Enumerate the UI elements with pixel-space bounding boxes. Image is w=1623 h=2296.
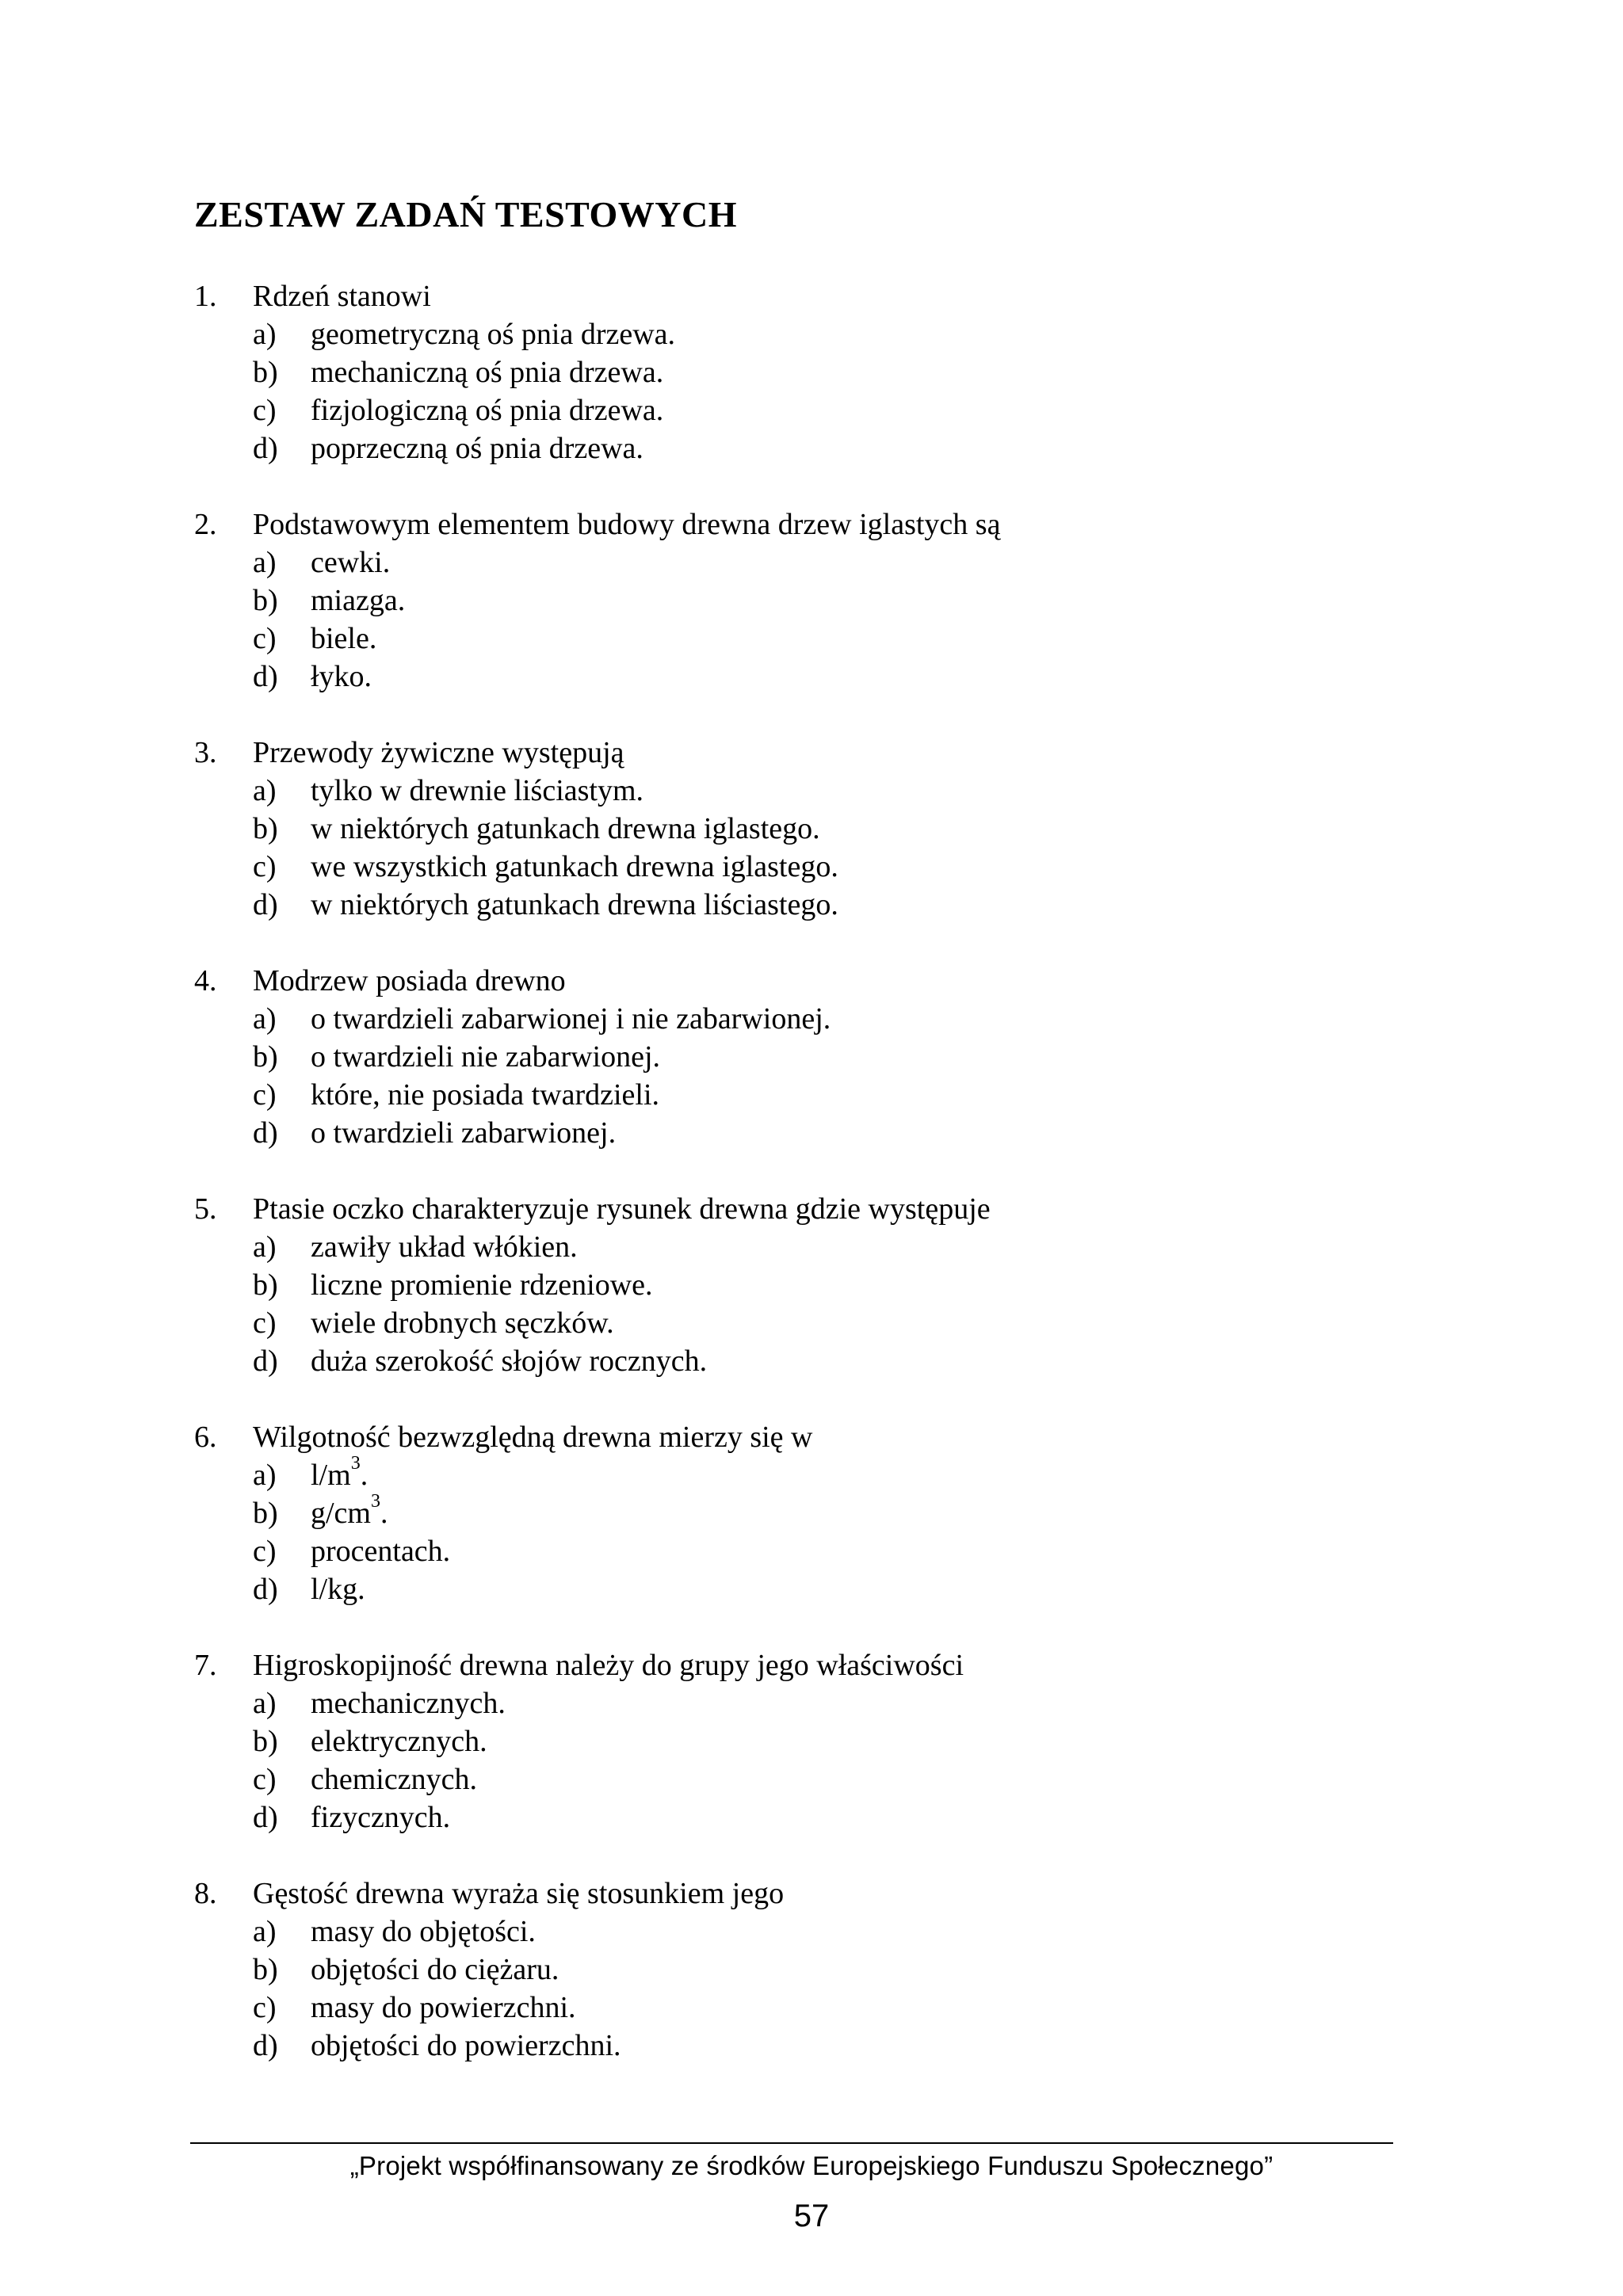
answer-letter: d): [253, 2029, 278, 2062]
answer-option: [194, 1491, 1462, 1532]
answer-text: miazga.: [311, 584, 406, 617]
answer-option: [194, 1228, 1462, 1266]
question-number: 1.: [194, 280, 217, 313]
answer-letter: a): [253, 1002, 277, 1035]
question-text: Wilgotność bezwzględną drewna mierzy się w: [253, 1421, 813, 1454]
answer-text: g/cm: [311, 1497, 371, 1530]
question-line: [194, 962, 1462, 1000]
answer-option: [194, 1913, 1462, 1951]
answer-text: objętości do powierzchni.: [311, 2029, 621, 2062]
question: [194, 1190, 1462, 1380]
answer-option: [194, 353, 1462, 391]
answer-text: w niektórych gatunkach drewna liściastego.: [311, 888, 838, 921]
question-number: 2.: [194, 508, 217, 541]
answer-text: chemicznych.: [311, 1763, 477, 1796]
answer-text: poprzeczną oś pnia drzewa.: [311, 432, 643, 465]
question: [194, 1646, 1462, 1836]
answer-text-with-exponent: [311, 1491, 388, 1532]
answer-letter: b): [253, 584, 278, 617]
question-text: Modrzew posiada drewno: [253, 964, 566, 997]
question-number: 3.: [194, 736, 217, 769]
question-text: Higroskopijność drewna należy do grupy jego właściwości: [253, 1649, 964, 1682]
answer-option: [194, 391, 1462, 429]
question-text: Przewody żywiczne występują: [253, 736, 624, 769]
answer-letter: b): [253, 356, 278, 389]
answer-letter: c): [253, 1763, 277, 1796]
answer-text: objętości do ciężaru.: [311, 1953, 559, 1986]
answer-letter: a): [253, 1687, 277, 1720]
answer-option: [194, 2027, 1462, 2065]
question-line: [194, 1190, 1462, 1228]
answer-text-with-exponent: [311, 1453, 369, 1494]
answer-option: [194, 1951, 1462, 1989]
footer-divider: [190, 2142, 1393, 2144]
answer-letter: b): [253, 812, 278, 845]
answer-letter: a): [253, 318, 277, 351]
answer-letter: d): [253, 1801, 278, 1834]
answer-text: zawiły układ włókien.: [311, 1230, 578, 1264]
answer-text: elektrycznych.: [311, 1725, 487, 1758]
question: [194, 1875, 1462, 2065]
answer-letter: c): [253, 1306, 277, 1340]
question-number: 4.: [194, 964, 217, 997]
answer-text: l/kg.: [311, 1573, 365, 1606]
answer-option: [194, 886, 1462, 924]
answer-text: mechaniczną oś pnia drzewa.: [311, 356, 664, 389]
answer-letter: d): [253, 660, 278, 693]
question-line: [194, 505, 1462, 543]
answer-text: o twardzieli zabarwionej.: [311, 1116, 617, 1150]
question-line: [194, 1875, 1462, 1913]
answer-option: [194, 620, 1462, 658]
answer-text: masy do objętości.: [311, 1915, 536, 1948]
answer-letter: b): [253, 1268, 278, 1302]
exponent: 3: [350, 1453, 361, 1474]
answer-text: wiele drobnych sęczków.: [311, 1306, 614, 1340]
answer-option: [194, 315, 1462, 353]
question: [194, 734, 1462, 924]
answer-letter: c): [253, 1535, 277, 1568]
answer-text: geometryczną oś pnia drzewa.: [311, 318, 676, 351]
answer-option: [194, 1684, 1462, 1722]
answer-option: [194, 1453, 1462, 1494]
answer-letter: c): [253, 1078, 277, 1112]
answer-option: [194, 1000, 1462, 1038]
answer-text: mechanicznych.: [311, 1687, 506, 1720]
question-text: Ptasie oczko charakteryzuje rysunek drewna gdzie występuje: [253, 1192, 991, 1226]
answer-option: [194, 582, 1462, 620]
answer-text: duża szerokość słojów rocznych.: [311, 1344, 708, 1378]
answer-text: w niektórych gatunkach drewna iglastego.: [311, 812, 820, 845]
answer-letter: a): [253, 1915, 277, 1948]
answer-text: które, nie posiada twardzieli.: [311, 1078, 660, 1112]
answer-option: [194, 1038, 1462, 1076]
answer-letter: b): [253, 1497, 278, 1530]
answer-option: [194, 543, 1462, 582]
question-number: 7.: [194, 1649, 217, 1682]
answer-option: [194, 1989, 1462, 2027]
question-number: 6.: [194, 1421, 217, 1454]
question: [194, 1418, 1462, 1608]
answer-letter: c): [253, 850, 277, 883]
answer-text-suffix: .: [360, 1459, 369, 1492]
question: [194, 505, 1462, 696]
answer-option: [194, 772, 1462, 810]
page-number: 57: [793, 2199, 830, 2233]
answer-text: o twardzieli nie zabarwionej.: [311, 1040, 661, 1074]
answer-letter: d): [253, 1344, 278, 1378]
answer-text: fizycznych.: [311, 1801, 451, 1834]
answer-text: cewki.: [311, 546, 391, 579]
answer-text: l/m: [311, 1459, 351, 1492]
question-line: [194, 277, 1462, 315]
answer-option: [194, 1722, 1462, 1760]
answer-letter: c): [253, 622, 277, 655]
answer-option: [194, 1114, 1462, 1152]
footer-funding-note: „Projekt współfinansowany ze środków Europejskiego Funduszu Społecznego”: [349, 2151, 1274, 2180]
answer-text: tylko w drewnie liściastym.: [311, 774, 644, 807]
question-list: [194, 277, 1462, 2103]
answer-text: procentach.: [311, 1535, 451, 1568]
answer-text: fizjologiczną oś pnia drzewa.: [311, 394, 664, 427]
answer-option: [194, 1760, 1462, 1798]
answer-option: [194, 1798, 1462, 1836]
answer-letter: a): [253, 774, 277, 807]
answer-option: [194, 810, 1462, 848]
question-number: 8.: [194, 1877, 217, 1910]
answer-letter: b): [253, 1953, 278, 1986]
answer-text: łyko.: [311, 660, 372, 693]
answer-letter: d): [253, 1116, 278, 1150]
answer-option: [194, 429, 1462, 467]
answer-text: liczne promienie rdzeniowe.: [311, 1268, 653, 1302]
question-line: [194, 1418, 1462, 1456]
question: [194, 277, 1462, 467]
answer-option: [194, 1076, 1462, 1114]
question-line: [194, 734, 1462, 772]
answer-letter: b): [253, 1040, 278, 1074]
answer-letter: c): [253, 394, 277, 427]
answer-option: [194, 1304, 1462, 1342]
question-text: Rdzeń stanowi: [253, 280, 431, 313]
answer-letter: d): [253, 1573, 278, 1606]
answer-option: [194, 1266, 1462, 1304]
answer-text-suffix: .: [380, 1497, 388, 1530]
answer-text: o twardzieli zabarwionej i nie zabarwionej.: [311, 1002, 831, 1035]
question-line: [194, 1646, 1462, 1684]
question-text: Gęstość drewna wyraża się stosunkiem jego: [253, 1877, 785, 1910]
answer-option: [194, 658, 1462, 696]
answer-text: biele.: [311, 622, 377, 655]
question-text: Podstawowym elementem budowy drewna drzew iglastych są: [253, 508, 1001, 541]
answer-option: [194, 1570, 1462, 1608]
question: [194, 962, 1462, 1152]
page-title: ZESTAW ZADAŃ TESTOWYCH: [194, 194, 738, 235]
answer-letter: a): [253, 546, 277, 579]
answer-option: [194, 1532, 1462, 1570]
answer-text: we wszystkich gatunkach drewna iglastego.: [311, 850, 838, 883]
answer-letter: b): [253, 1725, 278, 1758]
answer-option: [194, 848, 1462, 886]
answer-letter: d): [253, 432, 278, 465]
answer-letter: d): [253, 888, 278, 921]
answer-letter: a): [253, 1459, 277, 1492]
answer-option: [194, 1342, 1462, 1380]
question-number: 5.: [194, 1192, 217, 1226]
answer-letter: c): [253, 1991, 277, 2024]
answer-letter: a): [253, 1230, 277, 1264]
exponent: 3: [370, 1491, 380, 1512]
answer-text: masy do powierzchni.: [311, 1991, 576, 2024]
